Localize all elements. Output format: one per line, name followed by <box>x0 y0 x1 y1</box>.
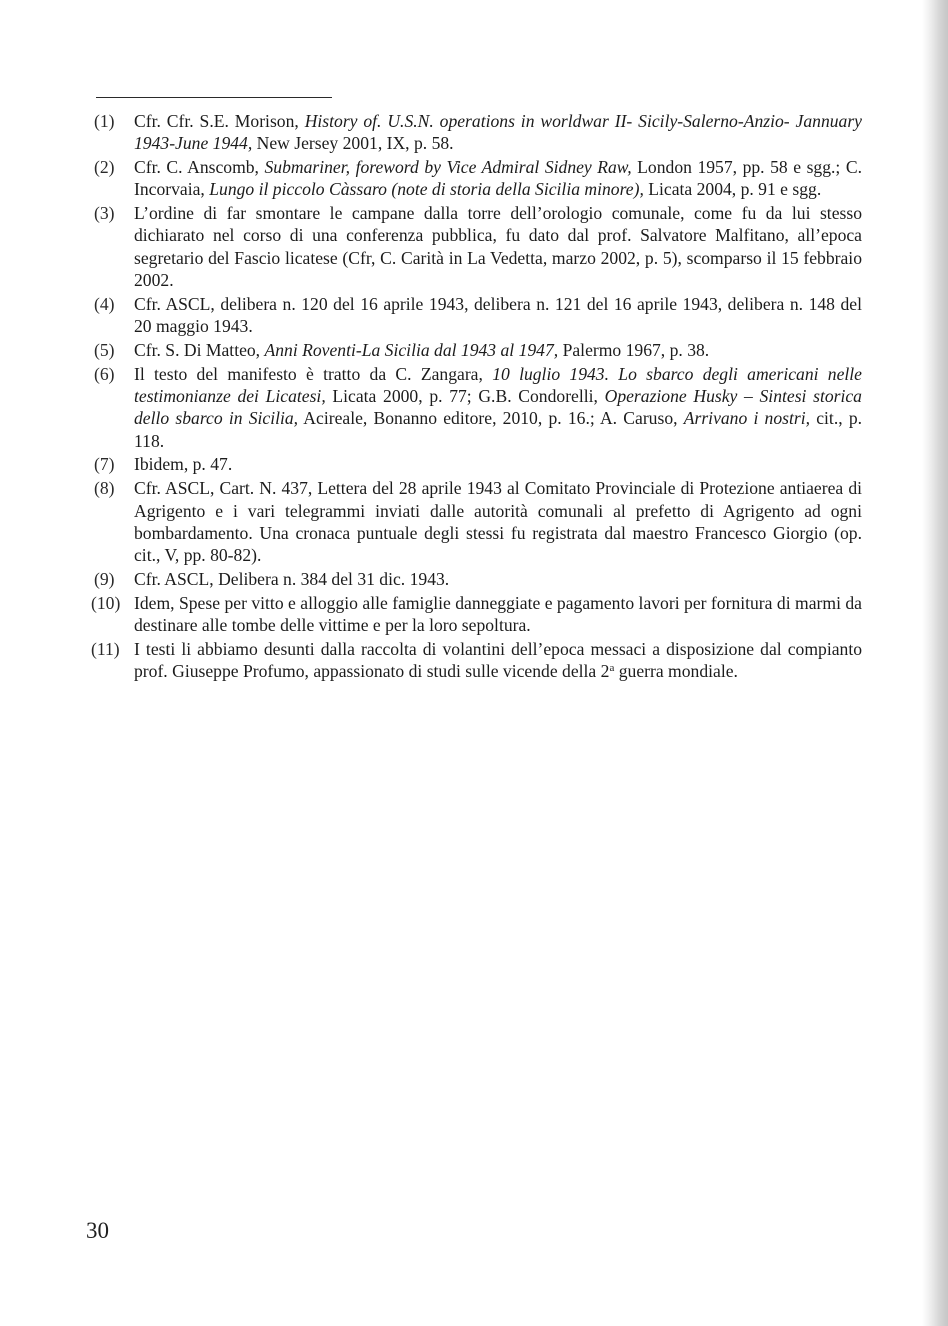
footnote-text: Cfr. S. Di Matteo, Anni Roventi-La Sicilia dal 1943 al 1947, Palermo 1967, p. 38. <box>134 339 710 360</box>
footnote-text: L’ordine di far smontare le campane dalla torre dell’orologio comunale, come fu da lui stesso dichiarato nel corso di una conferenza pubblica, fu dato dal prof. Salvatore Malfitano, all’epoca segretario del Fascio licatese (Cfr, C. Carità in La Vedetta, marzo 2002, p. 5), scomparso il 15 febbraio 2002. <box>134 203 862 291</box>
footnote-number: (11) <box>91 638 120 659</box>
footnote-number: (2) <box>94 157 115 178</box>
footnote-text: Cfr. ASCL, delibera n. 120 del 16 aprile 1943, delibera n. 121 del 16 aprile 1943, delibera n. 148 del 20 maggio 1943. <box>134 293 862 337</box>
footnote-text: Ibidem, p. 47. <box>134 454 233 475</box>
footnote-number: (4) <box>94 293 115 314</box>
footnote-number: (5) <box>94 339 115 360</box>
footnotes-list <box>91 110 863 684</box>
footnote-number: (3) <box>94 203 115 224</box>
footnote-text: Cfr. Cfr. S.E. Morison, History of. U.S.N. operations in worldwar II- Sicily-Salerno-Anzio- Jannuary 1943-June 1944, New Jersey 2001, IX, p. 58. <box>134 111 862 154</box>
footnote-text: Cfr. ASCL, Cart. N. 437, Lettera del 28 aprile 1943 al Comitato Provinciale di Protezione antiaerea di Agrigento e i vari telegrammi inviati dalle autorità comunali al prefetto di Agrigento ad ogni bombardamento. Una cronaca puntuale degli stessi fu registrata dal maestro Francesco Giorgio (op. cit., V, pp. 80-82). <box>134 478 862 566</box>
footnote-text: Idem, Spese per vitto e alloggio alle famiglie danneggiate e pagamento lavori per fornitura di marmi da destinare alle tombe delle vittime e per la loro sepoltura. <box>134 592 862 636</box>
footnote-10 <box>91 592 862 637</box>
footnote-number: (10) <box>91 592 121 613</box>
footnote-2 <box>94 156 862 201</box>
footnote-5 <box>94 339 862 361</box>
page-number: 30 <box>86 1218 109 1243</box>
footnote-text: Cfr. C. Anscomb, Submariner, foreword by Vice Admiral Sidney Raw, London 1957, pp. 58 e sgg.; C. Incorvaia, Lungo il piccolo Càssaro (note di storia della Sicilia minore), Licata 2004, p. 91 e sgg. <box>134 157 862 200</box>
footnote-text: I testi li abbiamo desunti dalla raccolta di volantini dell’epoca messaci a disposizione dal compianto prof. Giuseppe Profumo, appassionato di studi sulle vicende della 2$^a$ guerra mondiale. <box>134 638 862 682</box>
footnote-3 <box>94 202 862 291</box>
footnote-11 <box>91 638 862 683</box>
footnote-1 <box>94 110 862 155</box>
footnote-number: (6) <box>94 363 115 384</box>
page-edge-shadow <box>922 0 948 1326</box>
footnote-8 <box>94 477 862 566</box>
footnote-9 <box>94 568 862 590</box>
superscript-ordinal: a <box>609 662 615 675</box>
footnote-7 <box>94 453 862 475</box>
footnote-text: Cfr. ASCL, Delibera n. 384 del 31 dic. 1943. <box>134 568 450 589</box>
footnote-number: (7) <box>94 454 115 475</box>
footnote-4 <box>94 293 862 338</box>
footnote-number: (9) <box>94 568 115 589</box>
footnote-number: (8) <box>94 478 115 499</box>
footnote-separator <box>96 97 332 98</box>
footnote-text: Il testo del manifesto è tratto da C. Zangara, 10 luglio 1943. Lo sbarco degli americani nelle testimonianze dei Licatesi, Licata 2000, p. 77; G.B. Condorelli, Operazione Husky – Sintesi storica dello sbarco in Sicilia, Acireale, Bonanno editore, 2010, p. 16.; A. Caruso, Arrivano i nostri, cit., p. 118. <box>134 363 863 451</box>
footnote-number: (1) <box>94 111 115 131</box>
footnote-6 <box>94 363 862 452</box>
